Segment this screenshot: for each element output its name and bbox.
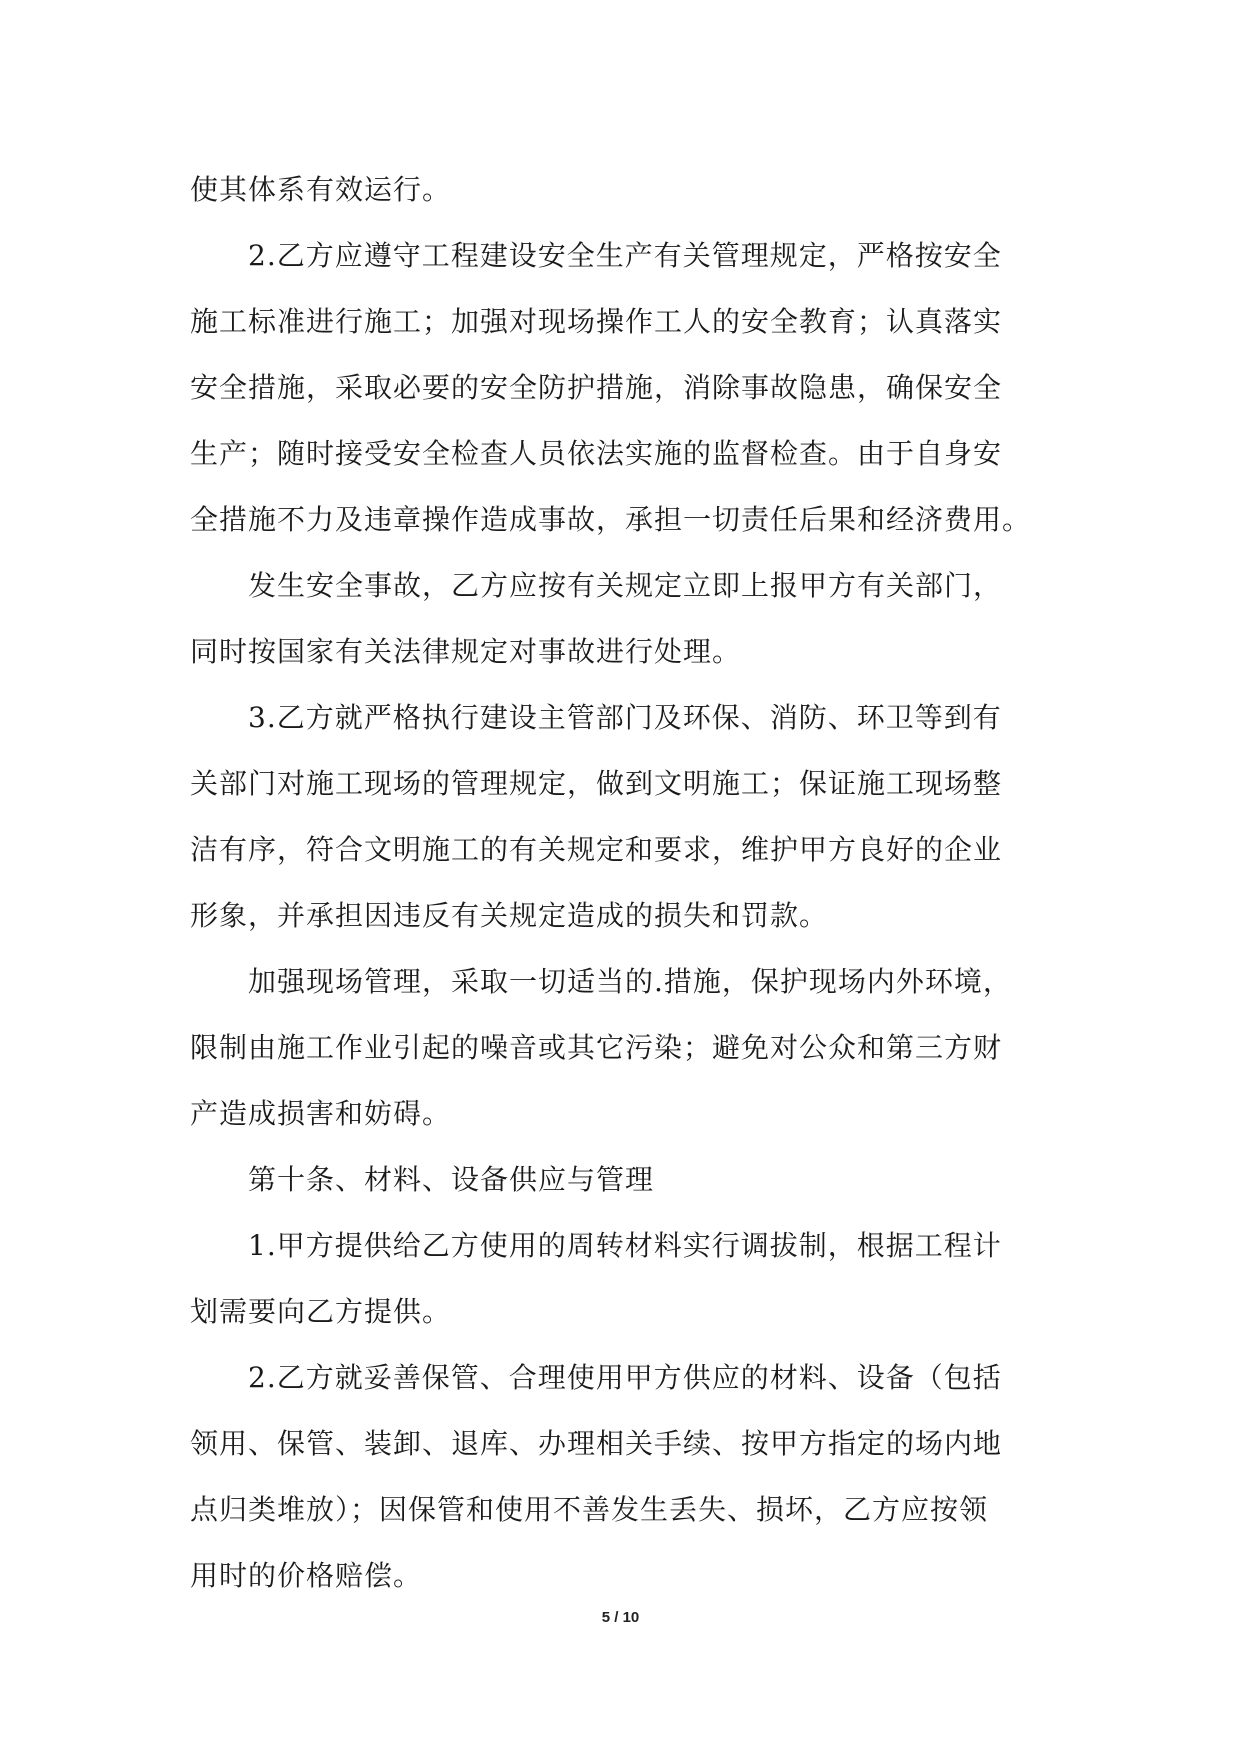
text-line: 划需要向乙方提供。 — [190, 1295, 452, 1328]
text-line: 产造成损害和妨碍。 — [190, 1097, 452, 1130]
paragraph-7 — [190, 1345, 1070, 1609]
section-heading — [190, 1147, 1070, 1213]
text-line: 用时的价格赔偿。 — [190, 1559, 423, 1592]
text-line: 限制由施工作业引起的噪音或其它污染；避免对公众和第三方财 — [190, 1031, 1003, 1064]
text-line: 关部门对施工现场的管理规定，做到文明施工；保证施工现场整 — [190, 767, 1003, 800]
text-line: 领用、保管、装卸、退库、办理相关手续、按甲方指定的场内地 — [190, 1427, 1003, 1460]
text-line: 使其体系有效运行。 — [190, 173, 452, 206]
page-number: 5 / 10 — [601, 1609, 640, 1626]
text-line: 洁有序，符合文明施工的有关规定和要求，维护甲方良好的企业 — [190, 833, 1003, 866]
paragraph-6 — [190, 1213, 1070, 1345]
paragraph-4 — [190, 685, 1070, 949]
paragraph-1 — [190, 157, 1070, 223]
text-line: 施工标准进行施工；加强对现场操作工人的安全教育；认真落实 — [190, 305, 1003, 338]
text-line: 加强现场管理，采取一切适当的.措施，保护现场内外环境， — [248, 965, 1012, 998]
text-line: 1.甲方提供给乙方使用的周转材料实行调拔制，根据工程计 — [248, 1229, 1002, 1262]
text-line: 3.乙方就严格执行建设主管部门及环保、消防、环卫等到有 — [248, 701, 1002, 734]
paragraph-3 — [190, 553, 1070, 685]
paragraph-2 — [190, 223, 1070, 553]
text-line: 形象，并承担因违反有关规定造成的损失和罚款。 — [190, 899, 829, 932]
text-line: 生产；随时接受安全检查人员依法实施的监督检查。由于自身安 — [190, 437, 1003, 470]
document-body — [190, 157, 1070, 1609]
paragraph-5 — [190, 949, 1070, 1147]
text-line: 同时按国家有关法律规定对事故进行处理。 — [190, 635, 742, 668]
text-line: 安全措施，采取必要的安全防护措施，消除事故隐患，确保安全 — [190, 371, 1003, 404]
text-line: 点归类堆放）；因保管和使用不善发生丢失、损坏，乙方应按领 — [190, 1493, 989, 1526]
text-line: 发生安全事故，乙方应按有关规定立即上报甲方有关部门， — [248, 569, 1003, 602]
text-line: 2.乙方就妥善保管、合理使用甲方供应的材料、设备（包括 — [248, 1361, 1002, 1394]
text-line: 2.乙方应遵守工程建设安全生产有关管理规定，严格按安全 — [248, 239, 1002, 272]
text-line: 全措施不力及违章操作造成事故，承担一切责任后果和经济费用。 — [190, 503, 1032, 536]
text-line: 第十条、材料、设备供应与管理 — [248, 1163, 655, 1196]
